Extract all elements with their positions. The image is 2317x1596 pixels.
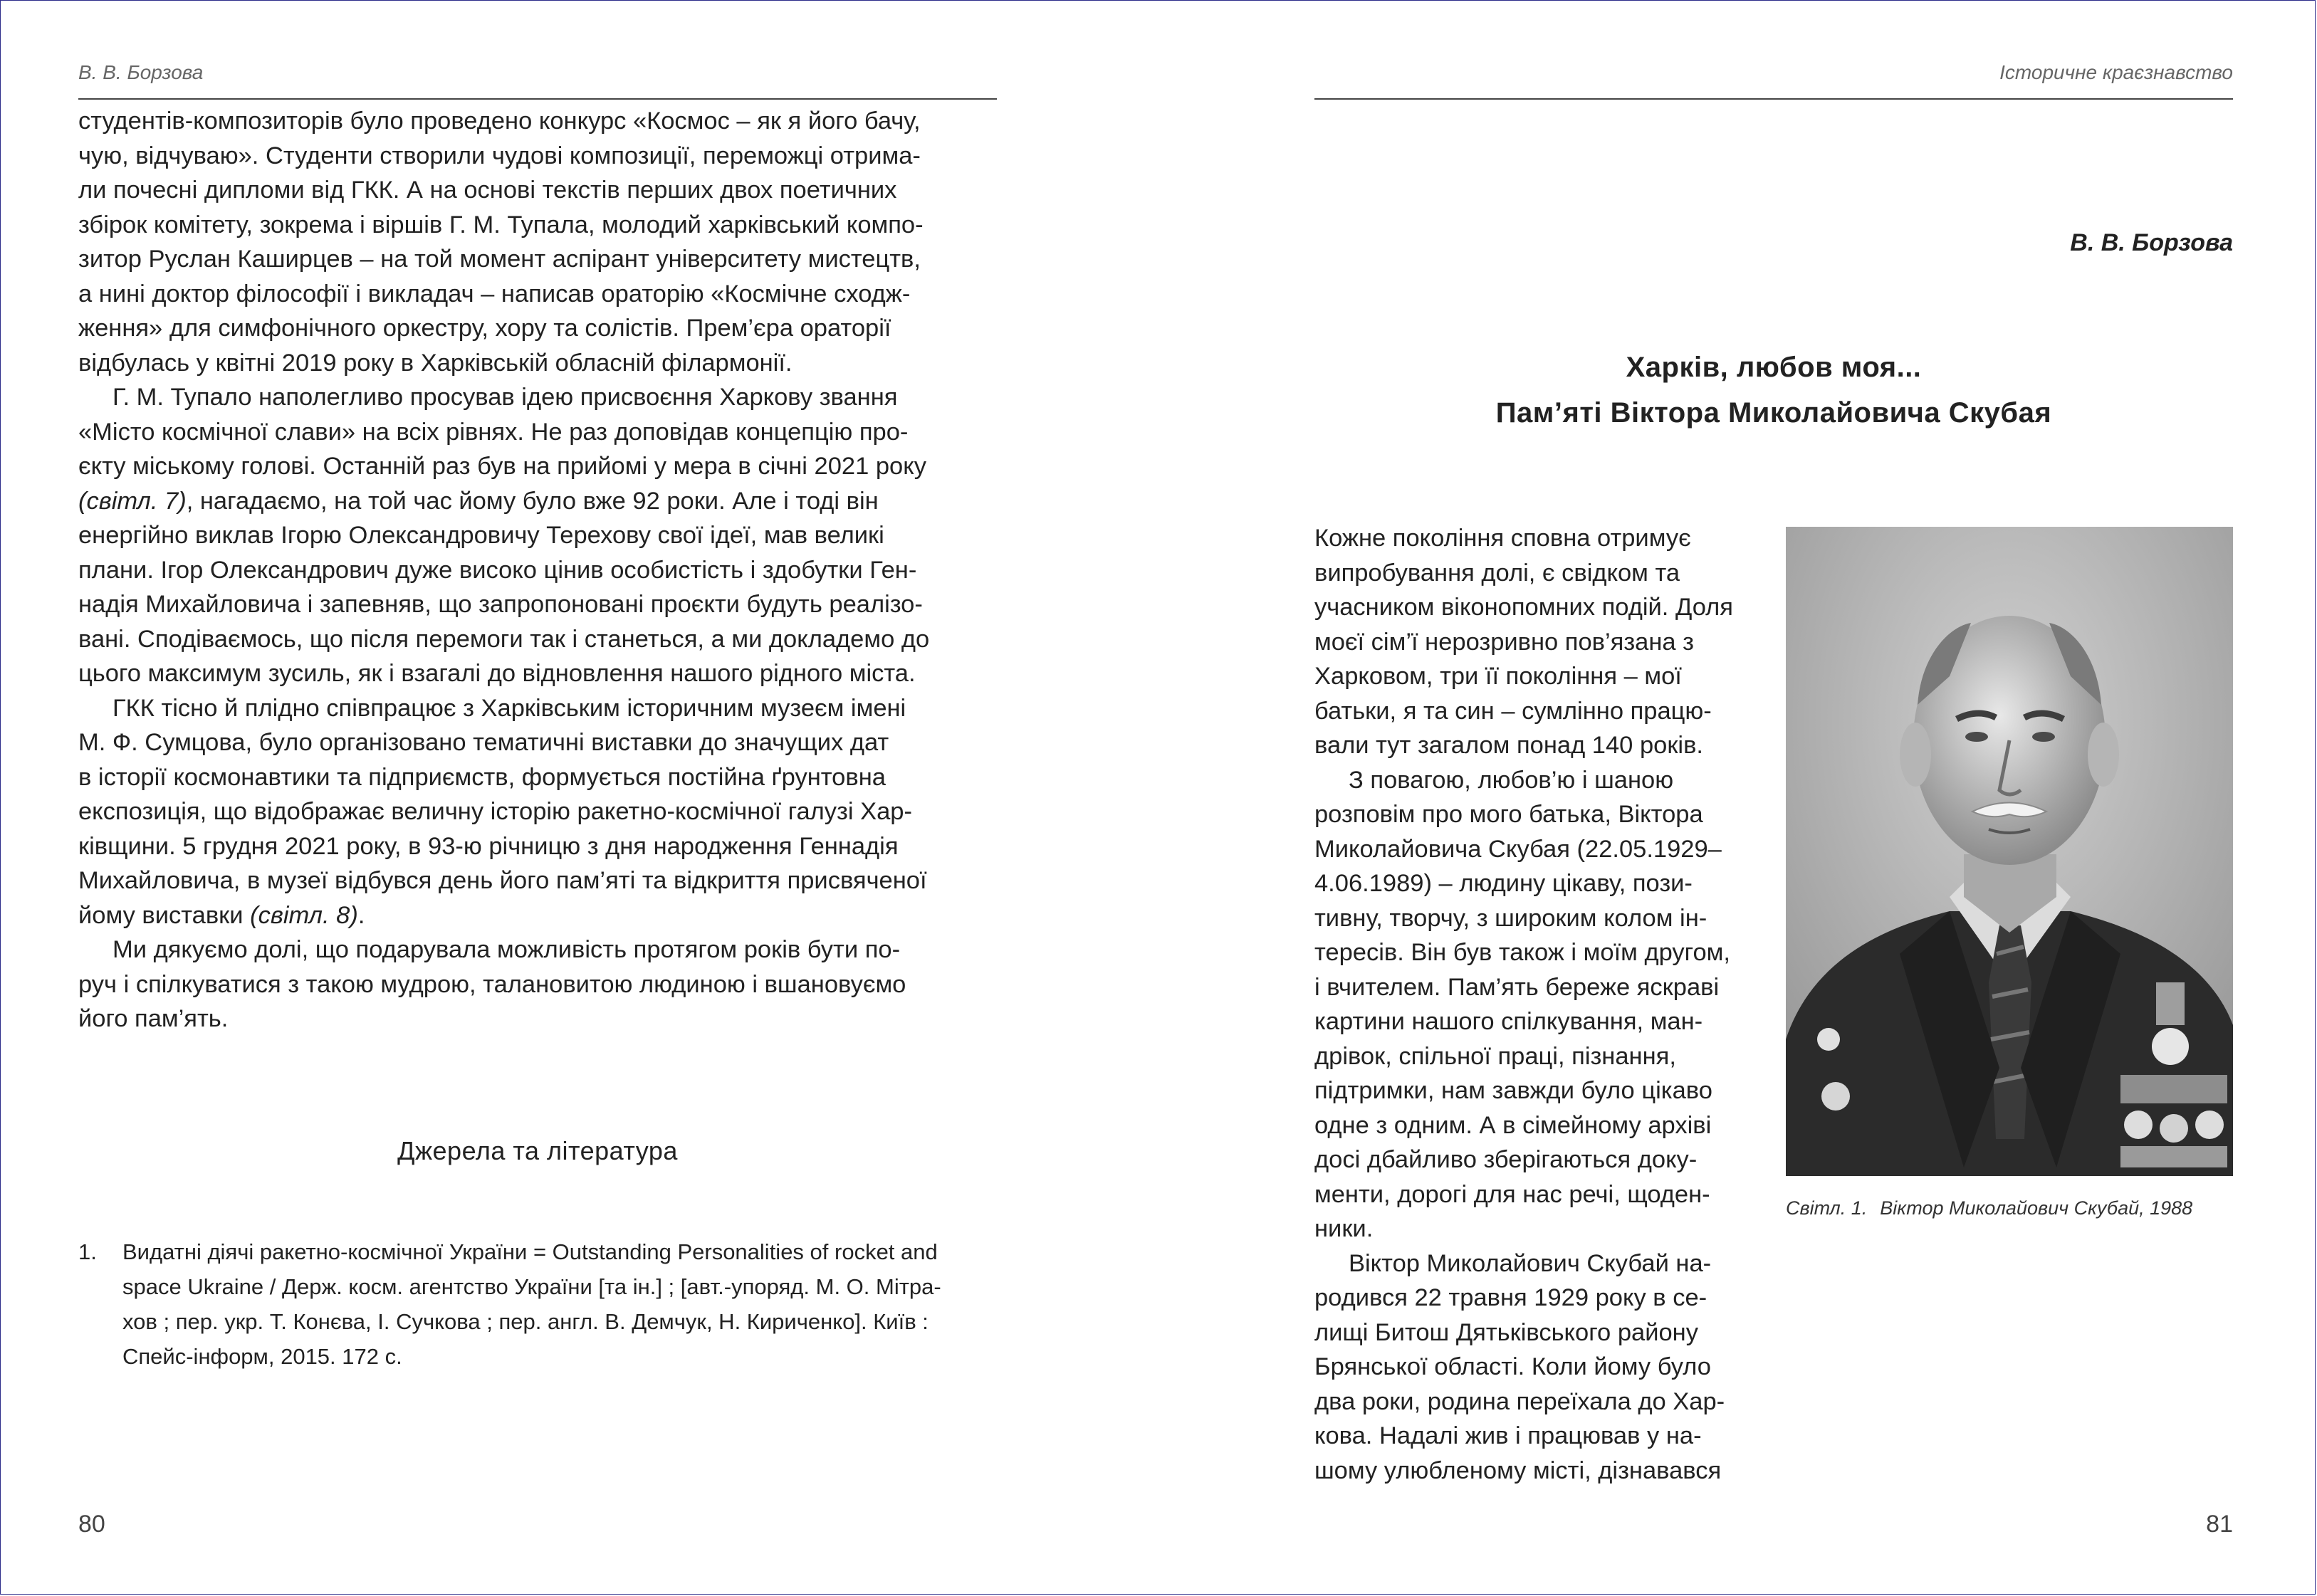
text-line: картини нашого спілкування, ман- (1314, 1008, 1703, 1035)
text-line: З повагою, любов’ю і шаною (1349, 766, 1674, 794)
text-line: кова. Надалі жив і працював у на- (1314, 1422, 1702, 1449)
text-line: вані. Сподіваємось, що після перемоги так і станеться, а ми докладемо до (78, 625, 930, 653)
left-body-text (78, 104, 997, 1036)
article-title-line-1: Харків, любов моя... (1626, 352, 1922, 383)
text-line: лищі Битош Дятьківського району (1314, 1318, 1698, 1346)
article-title-line-2: Пам’яті Віктора Миколайовича Скубая (1495, 397, 2052, 429)
text-line: «Місто космічної слави» на всіх рівнях. Не раз доповідав концепцію про- (78, 418, 909, 446)
reference-line: хов ; пер. укр. Т. Конєва, І. Сучкова ; пер. англ. В. Демчук, Н. Кириченко]. Київ : (122, 1309, 929, 1334)
paragraph (78, 104, 997, 380)
text-line: експозиція, що відображає величну історію ракетно-космічної галузі Хар- (78, 798, 912, 825)
text-line: родився 22 травня 1929 року в се- (1314, 1284, 1707, 1311)
paragraph (78, 933, 997, 1036)
text-line: чую, відчуваю». Студенти створили чудові композиції, переможці отрима- (78, 142, 921, 169)
text-line: ники. (1314, 1215, 1374, 1242)
article-author: В. В. Борзова (2070, 229, 2233, 256)
right-page (1314, 0, 2233, 1596)
text-line: Михайловича, в музеї відбувся день його пам’яті та відкриття присвяченої (78, 867, 927, 894)
text-line: розповім про мого батька, Віктора (1314, 801, 1703, 828)
text-line: зитор Руслан Каширцев – на той момент аспірант університету мистецтв, (78, 246, 921, 273)
paragraph (78, 691, 997, 933)
text-line: ли почесні дипломи від ГКК. А на основі текстів перших двох поетичних (78, 177, 897, 204)
text-line: відбулась у квітні 2019 року в Харківській обласній філармонії. (78, 349, 793, 377)
photo-caption (1786, 1197, 2233, 1219)
reference-line: Видатні діячі ракетно-космічної України = Outstanding Personalities of rocket and (122, 1239, 938, 1264)
text-line: тивну, творчу, з широким колом ін- (1314, 904, 1707, 932)
text-line: ження» для симфонічного оркестру, хору та солістів. Прем’єра ораторії (78, 315, 891, 342)
portrait-photo (1786, 527, 2233, 1176)
text-line: тересів. Він був також і моїм другом, (1314, 939, 1730, 966)
text-line: ГКК тісно й плідно співпрацює з Харківським історичним музеєм імені (113, 694, 906, 722)
text-line: в історії космонавтики та підприємств, формується постійна ґрунтовна (78, 763, 886, 791)
text-line: (світл. 7), нагадаємо, на той час йому було вже 92 роки. Але і тоді він (78, 487, 879, 515)
text-line: його пам’ять. (78, 1005, 229, 1032)
text-line: цього максимум зусиль, як і взагалі до відновлення нашого рідного міста. (78, 660, 916, 687)
text-line: два роки, родина переїхала до Хар- (1314, 1387, 1725, 1415)
text-line: 4.06.1989) – людину цікаву, пози- (1314, 870, 1693, 897)
right-body-text (1314, 521, 1762, 1488)
reference-text (122, 1234, 997, 1374)
photo-reference: (світл. 8) (250, 901, 358, 929)
text-line: підтримки, нам завжди було цікаво (1314, 1077, 1712, 1104)
running-head-right: Історичне краєзнавство (1999, 61, 2233, 83)
text-line: збірок комітету, зокрема і віршів Г. М. Тупала, молодий харківський компо- (78, 211, 924, 238)
text-line: досі дбайливо зберігаються доку- (1314, 1146, 1698, 1173)
text-line: Харковом, три її покоління – мої (1314, 663, 1682, 690)
header-rule-left (78, 98, 997, 100)
sources-heading: Джерела та література (397, 1136, 678, 1165)
running-head-left: В. В. Борзова (78, 61, 204, 83)
header-rule-right (1314, 98, 2233, 100)
text-line: ківщини. 5 грудня 2021 року, в 93-ю річницю з дня народження Геннадія (78, 832, 899, 860)
text-line: студентів-композиторів було проведено конкурс «Космос – як я його бачу, (78, 107, 921, 135)
text-line: Кожне покоління сповна отримує (1314, 525, 1691, 552)
text-line: Брянської області. Коли йому було (1314, 1353, 1711, 1380)
reference-list (78, 1234, 997, 1374)
reference-number: 1. (78, 1239, 97, 1264)
text-line: єкту міському голові. Останній раз був на прийомі у мера в січні 2021 року (78, 453, 926, 480)
text-line: йому виставки (світл. 8). (78, 901, 365, 929)
text-line: надія Михайловича і запевняв, що запропоновані проєкти будуть реалізо- (78, 591, 923, 618)
portrait-illustration (1786, 527, 2233, 1176)
paragraph (1314, 1246, 1762, 1489)
text-line: вали тут загалом понад 140 років. (1314, 732, 1703, 759)
page-number-right: 81 (2206, 1511, 2233, 1538)
text-line: руч і спілкуватися з такою мудрою, талановитою людиною і вшановуємо (78, 970, 906, 998)
text-line: батьки, я та син – сумлінно працю- (1314, 697, 1712, 725)
text-line: моєї сім’ї нерозривно пов’язана з (1314, 628, 1694, 656)
text-line: одне з одним. А в сімейному архіві (1314, 1111, 1712, 1139)
photo-caption-text: Віктор Миколайович Скубай, 1988 (1880, 1197, 2193, 1219)
paragraph (1314, 521, 1762, 763)
paragraph (1314, 763, 1762, 1246)
text-line: учасником віконопомних подій. Доля (1314, 594, 1733, 621)
page-number-left: 80 (78, 1511, 105, 1538)
text-line: плани. Ігор Олександрович дуже високо цінив особистість і здобутки Ген- (78, 556, 917, 584)
text-line: випробування долі, є свідком та (1314, 559, 1680, 587)
text-line: Віктор Миколайович Скубай на- (1349, 1249, 1712, 1277)
reference-item (78, 1234, 997, 1374)
text-line: Г. М. Тупало наполегливо просував ідею присвоєння Харкову звання (113, 384, 898, 411)
paragraph (78, 380, 997, 691)
left-page (78, 0, 997, 1596)
text-line: Ми дякуємо долі, що подарувала можливість протягом років бути по- (113, 936, 901, 963)
photo-caption-label: Світл. 1. (1786, 1197, 1868, 1219)
text-line: і вчителем. Пам’ять береже яскраві (1314, 973, 1720, 1001)
text-line: енергійно виклав Ігорю Олександровичу Терехову свої ідеї, мав великі (78, 522, 884, 549)
text-line: дрівок, спільної праці, пізнання, (1314, 1042, 1676, 1070)
reference-line: Спейс-інформ, 2015. 172 с. (122, 1344, 402, 1369)
text-line: менти, дорогі для нас речі, щоден- (1314, 1180, 1710, 1208)
text-line: шому улюбленому місті, дізнавався (1314, 1456, 1722, 1484)
text-line: Миколайовича Скубая (22.05.1929– (1314, 835, 1722, 863)
text-line: М. Ф. Сумцова, було організовано тематичні виставки до значущих дат (78, 729, 889, 756)
text-line: а нині доктор філософії і викладач – написав ораторію «Космічне сходж- (78, 280, 911, 308)
photo-reference: (світл. 7) (78, 487, 187, 515)
reference-line: space Ukraine / Держ. косм. агентство України [та ін.] ; [авт.-упоряд. М. О. Мітра- (122, 1274, 941, 1299)
article-title (1314, 345, 2233, 436)
